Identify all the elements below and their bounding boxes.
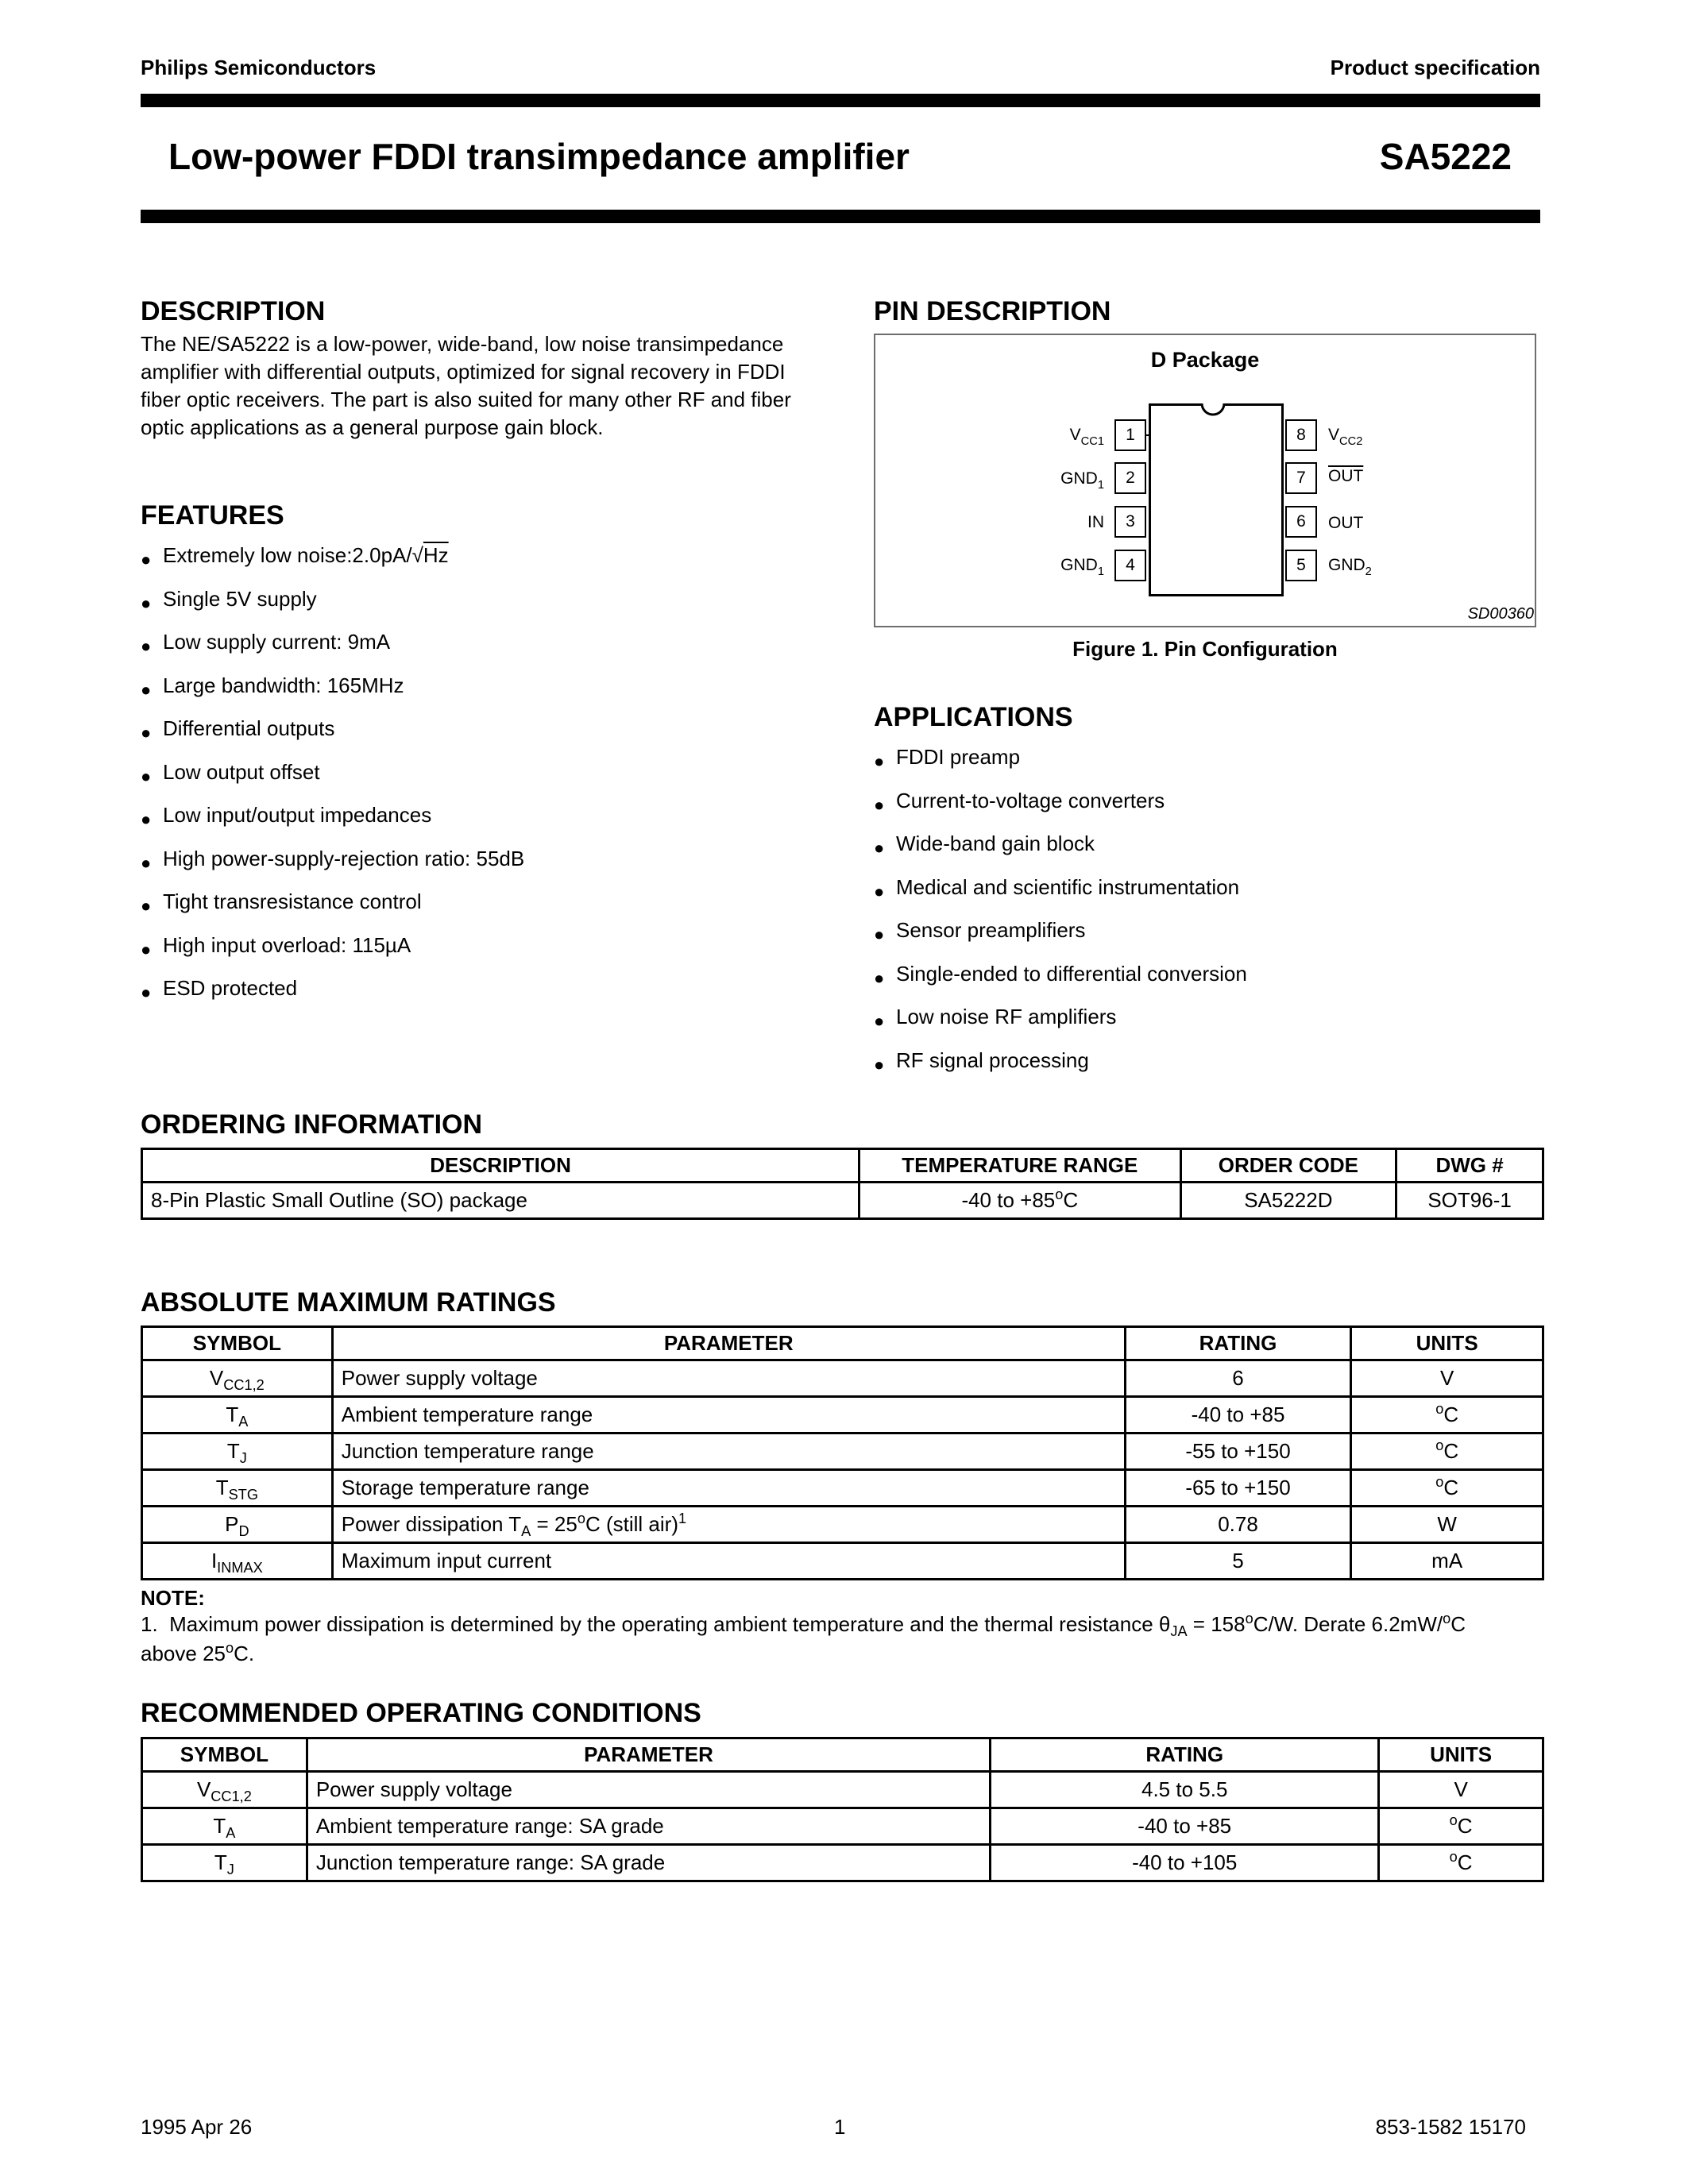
- bullet-icon: ●: [141, 550, 152, 569]
- applications-heading: APPLICATIONS: [874, 702, 1073, 732]
- application-text: Low noise RF amplifiers: [896, 1005, 1117, 1028]
- cell-parameter: Junction temperature range: [332, 1433, 1125, 1470]
- company-name: Philips Semiconductors: [141, 56, 377, 79]
- pin-name-gnd2: $GND_2$: [1328, 556, 1372, 578]
- pin-2: 2: [1114, 462, 1146, 494]
- list-item: [141, 630, 524, 673]
- bullet-icon: ●: [141, 636, 152, 656]
- cell-unit: $^o$C: [1379, 1845, 1543, 1881]
- table-row: [142, 1772, 1543, 1808]
- cell-rating: -40 to +85: [991, 1808, 1379, 1845]
- cell-temp-range: -40 to $+85^oC$: [859, 1183, 1180, 1219]
- column-header: PARAMETER: [332, 1327, 1125, 1360]
- feature-text: High input overload: 115µA: [163, 932, 411, 957]
- pin-8: 8: [1285, 419, 1317, 451]
- column-header: SYMBOL: [142, 1738, 307, 1772]
- description-text: The NE/SA5222 is a low-power, wide-band, low noise transimpedance amplifier with differential outputs, optimized for signal recovery in FDDI fiber optic receivers. The part is also suited for many other RF and fiber optic applications as a general purpose gain block.: [141, 332, 791, 439]
- pin-name-out: OUT: [1328, 514, 1364, 532]
- column-header: ORDER CODE: [1180, 1149, 1396, 1183]
- pin-5: 5: [1285, 550, 1317, 581]
- table-row: [142, 1543, 1543, 1580]
- feature-text: Tight transresistance control: [163, 889, 422, 913]
- cell-parameter: Power supply voltage: [307, 1772, 990, 1808]
- title-rule: [141, 210, 1540, 223]
- bullet-icon: ●: [874, 794, 885, 815]
- cell-unit: $^o$C: [1379, 1808, 1543, 1845]
- applications-list: [874, 745, 1247, 1091]
- application-text: Single-ended to differential conversion: [896, 961, 1247, 986]
- cell-parameter: Power supply voltage: [332, 1360, 1125, 1397]
- table-row: [142, 1433, 1543, 1470]
- bullet-icon: ●: [874, 924, 885, 944]
- table-row: [142, 1507, 1543, 1543]
- cell-order-code: SA5222D: [1180, 1183, 1396, 1219]
- pin-7: 7: [1285, 462, 1317, 494]
- application-text: Wide-band gain block: [896, 832, 1095, 855]
- pin-3: 3: [1114, 506, 1146, 538]
- part-number: SA5222: [1379, 136, 1512, 177]
- bullet-icon: ●: [141, 809, 152, 829]
- list-item: [141, 760, 524, 804]
- footer-date: 1995 Apr 26: [141, 2115, 253, 2139]
- pin-name-vcc1: $V_{CC1}$: [1069, 426, 1104, 448]
- pin-6: 6: [1285, 506, 1317, 538]
- table-row: [142, 1360, 1543, 1397]
- cell-parameter: Storage temperature range: [332, 1470, 1125, 1507]
- cell-parameter: Junction temperature range: SA grade: [307, 1845, 990, 1881]
- figure-caption: Figure 1. Pin Configuration: [1072, 637, 1338, 661]
- list-item: [874, 962, 1247, 1005]
- bullet-icon: ●: [874, 1011, 885, 1031]
- application-text: Medical and scientific instrumentation: [896, 874, 1240, 899]
- cell-symbol: $T_{STG}$: [142, 1470, 333, 1507]
- cell-unit: mA: [1351, 1543, 1543, 1580]
- feature-noise-label: Extremely low noise:: [163, 543, 353, 567]
- feature-text: Large bandwidth: 165MHz: [163, 673, 404, 697]
- cell-rating: -40 to +105: [991, 1845, 1379, 1881]
- column-header: DESCRIPTION: [142, 1149, 859, 1183]
- rec-op-table: [141, 1737, 1544, 1882]
- rec-op-heading: RECOMMENDED OPERATING CONDITIONS: [141, 1698, 701, 1728]
- pin-name-gnd1b: $GND_1$: [1060, 556, 1104, 578]
- list-item: [874, 832, 1247, 875]
- bullet-icon: ●: [141, 766, 152, 786]
- list-item: [141, 889, 524, 933]
- table-row: [142, 1845, 1543, 1881]
- cell-parameter: Ambient temperature range: SA grade: [307, 1808, 990, 1845]
- pin-name-in: IN: [1087, 513, 1104, 531]
- feature-noise-root: Hz: [423, 543, 449, 567]
- list-item: [141, 803, 524, 847]
- pin-1: 1: [1114, 419, 1146, 451]
- page-title: Low-power FDDI transimpedance amplifier: [168, 136, 910, 177]
- bullet-icon: ●: [141, 852, 152, 873]
- feature-text: ESD protected: [163, 976, 298, 1000]
- description-heading: DESCRIPTION: [141, 296, 326, 326]
- column-header: TEMPERATURE RANGE: [859, 1149, 1180, 1183]
- feature-text: High power-supply-rejection ratio: 55dB: [163, 846, 525, 870]
- application-text: FDDI preamp: [896, 745, 1021, 769]
- pin1-notch-icon: [1201, 403, 1225, 417]
- bullet-icon: ●: [141, 679, 152, 700]
- ic-package-body: [1149, 403, 1284, 596]
- cell-unit: V: [1379, 1772, 1543, 1808]
- bullet-icon: ●: [141, 592, 152, 613]
- table-row: [142, 1397, 1543, 1433]
- pin-name-vcc2: $V_{CC2}$: [1328, 426, 1363, 448]
- footer-doc-code: 853-1582 15170: [1375, 2115, 1526, 2139]
- table-row: [142, 1470, 1543, 1507]
- cell-parameter: Power dissipation $T_A = 25^oC$ (still air)$^1$: [332, 1507, 1125, 1543]
- cell-rating: 5: [1125, 1543, 1351, 1580]
- bullet-icon: ●: [141, 939, 152, 959]
- cell-rating: 0.78: [1125, 1507, 1351, 1543]
- package-label: D Package: [1150, 348, 1260, 372]
- column-header: SYMBOL: [142, 1327, 333, 1360]
- cell-symbol: $T_J$: [142, 1433, 333, 1470]
- list-item: [141, 847, 524, 890]
- list-item: [874, 1005, 1247, 1048]
- bullet-icon: ●: [874, 967, 885, 988]
- column-header: RATING: [1125, 1327, 1351, 1360]
- application-text: RF signal processing: [896, 1048, 1089, 1072]
- doc-type: Product specification: [1330, 56, 1540, 79]
- cell-symbol: $T_A$: [142, 1397, 333, 1433]
- list-item: [141, 673, 524, 717]
- feature-noise-value: 2.0pA/: [352, 543, 412, 567]
- table-header-row: [142, 1149, 1543, 1183]
- bullet-icon: ●: [874, 881, 885, 901]
- features-heading: FEATURES: [141, 500, 284, 531]
- pin-4: 4: [1114, 550, 1146, 581]
- list-item: [141, 976, 524, 1020]
- abs-max-table: [141, 1325, 1544, 1580]
- table-header-row: [142, 1738, 1543, 1772]
- bullet-icon: ●: [141, 982, 152, 1002]
- table-header-row: [142, 1327, 1543, 1360]
- application-text: Sensor preamplifiers: [896, 918, 1086, 942]
- footer-page-number: 1: [834, 2115, 846, 2139]
- cell-dwg: SOT96-1: [1396, 1183, 1543, 1219]
- cell-rating: -40 to +85: [1125, 1397, 1351, 1433]
- note-heading: NOTE:: [141, 1586, 205, 1610]
- cell-rating: -65 to +150: [1125, 1470, 1351, 1507]
- cell-unit: $^o$C: [1351, 1470, 1543, 1507]
- ordering-table: [141, 1148, 1544, 1220]
- cell-symbol: $I_{INMAX}$: [142, 1543, 333, 1580]
- cell-rating: 4.5 to 5.5: [991, 1772, 1379, 1808]
- cell-parameter: Maximum input current: [332, 1543, 1125, 1580]
- cell-symbol: $V_{CC1,2}$: [142, 1360, 333, 1397]
- cell-description: 8-Pin Plastic Small Outline (SO) package: [142, 1183, 859, 1219]
- bullet-icon: ●: [874, 838, 885, 858]
- cell-unit: $^o$C: [1351, 1397, 1543, 1433]
- sqrt-icon: √: [411, 543, 423, 567]
- feature-text: Differential outputs: [163, 716, 335, 740]
- cell-rating: -55 to +150: [1125, 1433, 1351, 1470]
- cell-parameter: Ambient temperature range: [332, 1397, 1125, 1433]
- bullet-icon: ●: [141, 896, 152, 916]
- column-header: UNITS: [1379, 1738, 1543, 1772]
- cell-rating: 6: [1125, 1360, 1351, 1397]
- feature-text: Low input/output impedances: [163, 803, 432, 827]
- table-row: [142, 1808, 1543, 1845]
- column-header: DWG #: [1396, 1149, 1543, 1183]
- cell-symbol: $P_D$: [142, 1507, 333, 1543]
- feature-text: Low output offset: [163, 759, 320, 784]
- table-row: [142, 1183, 1543, 1219]
- list-item: [141, 933, 524, 977]
- bullet-icon: ●: [141, 723, 152, 743]
- list-item: [874, 789, 1247, 832]
- list-item: [141, 587, 524, 631]
- bullet-icon: ●: [874, 751, 885, 771]
- feature-text: Low supply current: 9mA: [163, 630, 391, 654]
- pin-lead: [1146, 434, 1149, 436]
- column-header: PARAMETER: [307, 1738, 990, 1772]
- cell-unit: $^o$C: [1351, 1433, 1543, 1470]
- abs-max-heading: ABSOLUTE MAXIMUM RATINGS: [141, 1287, 556, 1318]
- note-text: 1. Maximum power dissipation is determined by the operating ambient temperature and the thermal resistance $\theta_{JA} = 158^oC/W$. Derate 6.2mW/$^o$C above 25$^o$C.: [141, 1611, 1466, 1665]
- list-item: [141, 716, 524, 760]
- features-list: [141, 543, 524, 1020]
- pin-name-out-bar: $\overline{OUT}$: [1328, 467, 1364, 485]
- cell-symbol: $V_{CC1,2}$: [142, 1772, 307, 1808]
- column-header: UNITS: [1351, 1327, 1543, 1360]
- cell-unit: V: [1351, 1360, 1543, 1397]
- top-rule: [141, 94, 1540, 107]
- feature-text: Single 5V supply: [163, 586, 317, 611]
- cell-unit: W: [1351, 1507, 1543, 1543]
- cell-symbol: $T_A$: [142, 1808, 307, 1845]
- ordering-heading: ORDERING INFORMATION: [141, 1109, 483, 1140]
- list-item: [874, 1048, 1247, 1092]
- cell-symbol: $T_J$: [142, 1845, 307, 1881]
- pin-name-gnd1: $GND_1$: [1060, 469, 1104, 492]
- application-text: Current-to-voltage converters: [896, 788, 1165, 812]
- bullet-icon: ●: [874, 1054, 885, 1075]
- list-item: [874, 875, 1247, 919]
- list-item: [874, 745, 1247, 789]
- list-item: [874, 918, 1247, 962]
- column-header: RATING: [991, 1738, 1379, 1772]
- drawing-code: SD00360: [1467, 605, 1534, 623]
- pin-description-heading: PIN DESCRIPTION: [874, 296, 1111, 326]
- list-item: [141, 543, 524, 587]
